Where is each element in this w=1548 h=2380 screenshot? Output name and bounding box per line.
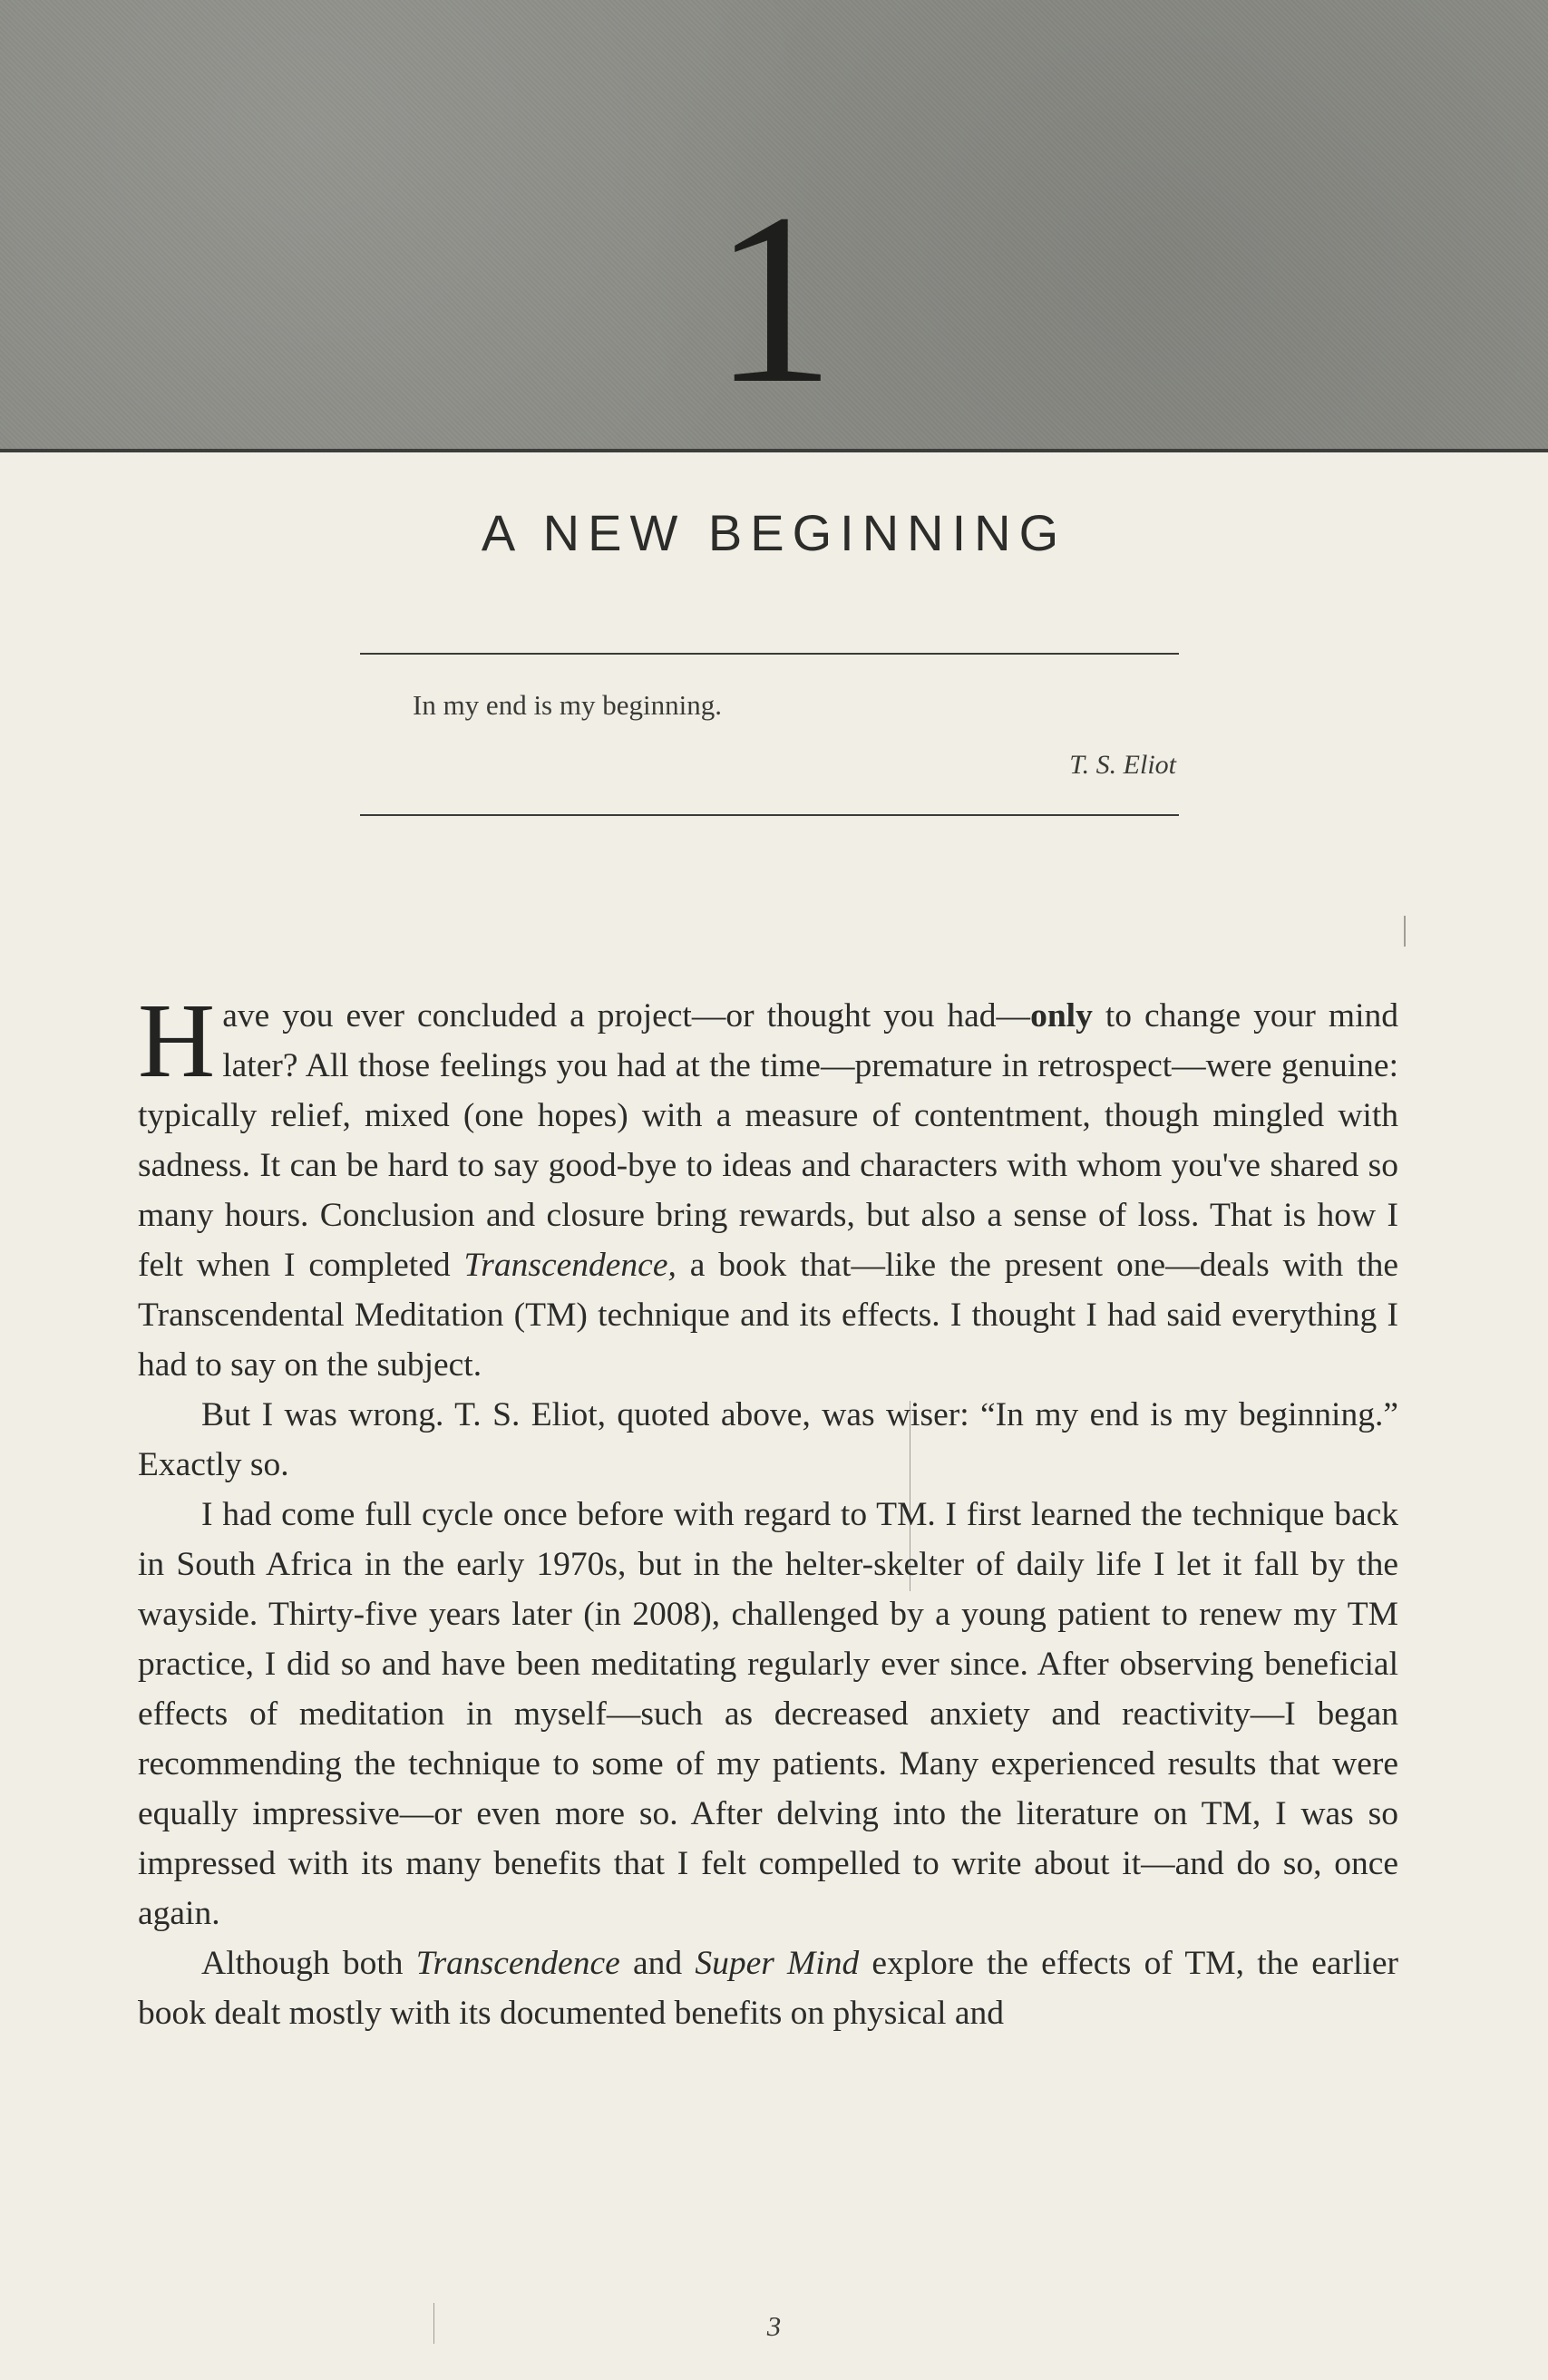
chapter-header-band [0,0,1548,452]
epigraph-top-rule [360,653,1179,655]
book-title-transcendence: Transcendence, [463,1247,677,1284]
scan-artifact-mark [1404,916,1406,947]
book-title-transcendence-2: Transcendence [415,1945,620,1982]
epigraph-bottom-rule [360,814,1179,816]
paragraph-1-emphasis: only [1030,997,1093,1035]
chapter-title: A NEW BEGINNING [481,504,1067,561]
drop-cap: H [138,981,216,1100]
page-number: 3 [766,2310,782,2342]
chapter-number: 1 [713,163,835,434]
paragraph-1-text-b: to change your mind later? All those feelings you had at the time—premature in retrospect—were genuine: typically relief, mixed (one hopes) with a measure of contentment, though mingled with sadness. It can be hard to say good-bye to ideas and characters with whom you've shared so many hours. Conclusion and closure bring rewards, but also a sense of loss. That is how I felt when I completed [138,997,1398,1284]
epigraph-author: T. S. Eliot [1069,750,1176,780]
paragraph-4-text-b: and [619,1945,696,1982]
paragraph-4 [138,1938,1398,2038]
body-text [138,981,1399,2038]
paragraph-1-text-c: a book that—like the present one—deals with the Transcendental Meditation (TM) technique and its effects. I thought I had said everything I had to say on the subject. [138,1247,1399,1384]
paragraph-1-text-a: ave you ever concluded a project—or thought you had— [222,997,1031,1035]
paragraph-3: I had come full cycle once before with regard to TM. I first learned the technique back in South Africa in the early 1970s, but in the helter-skelter of daily life I let it fall by the wayside. Thirty-five years later (in 2008), challenged by a young patient to renew my TM practice, I did so and have been meditating regularly ever since. After observing beneficial effects of meditation in myself—such as decreased anxiety and reactivity—I began recommending the technique to some of my patients. Many experienced results that were equally impressive—or even more so. After delving into the literature on TM, I was so impressed with its many benefits that I felt compelled to write about it—and do so, once again. [138,1496,1398,1932]
paragraph-2: But I was wrong. T. S. Eliot, quoted above, was wiser: “In my end is my beginning.” Exactly so. [138,1396,1398,1483]
paragraph-4-text-c: explore the effects of TM, the earlier book dealt mostly with its documented benefits on physical and [138,1945,1398,2032]
epigraph-quote: In my end is my beginning. [413,689,722,721]
book-title-super-mind: Super Mind [695,1945,860,1982]
paragraph-1 [138,981,1399,1390]
paragraph-4-text-a: Although both [201,1945,416,1982]
